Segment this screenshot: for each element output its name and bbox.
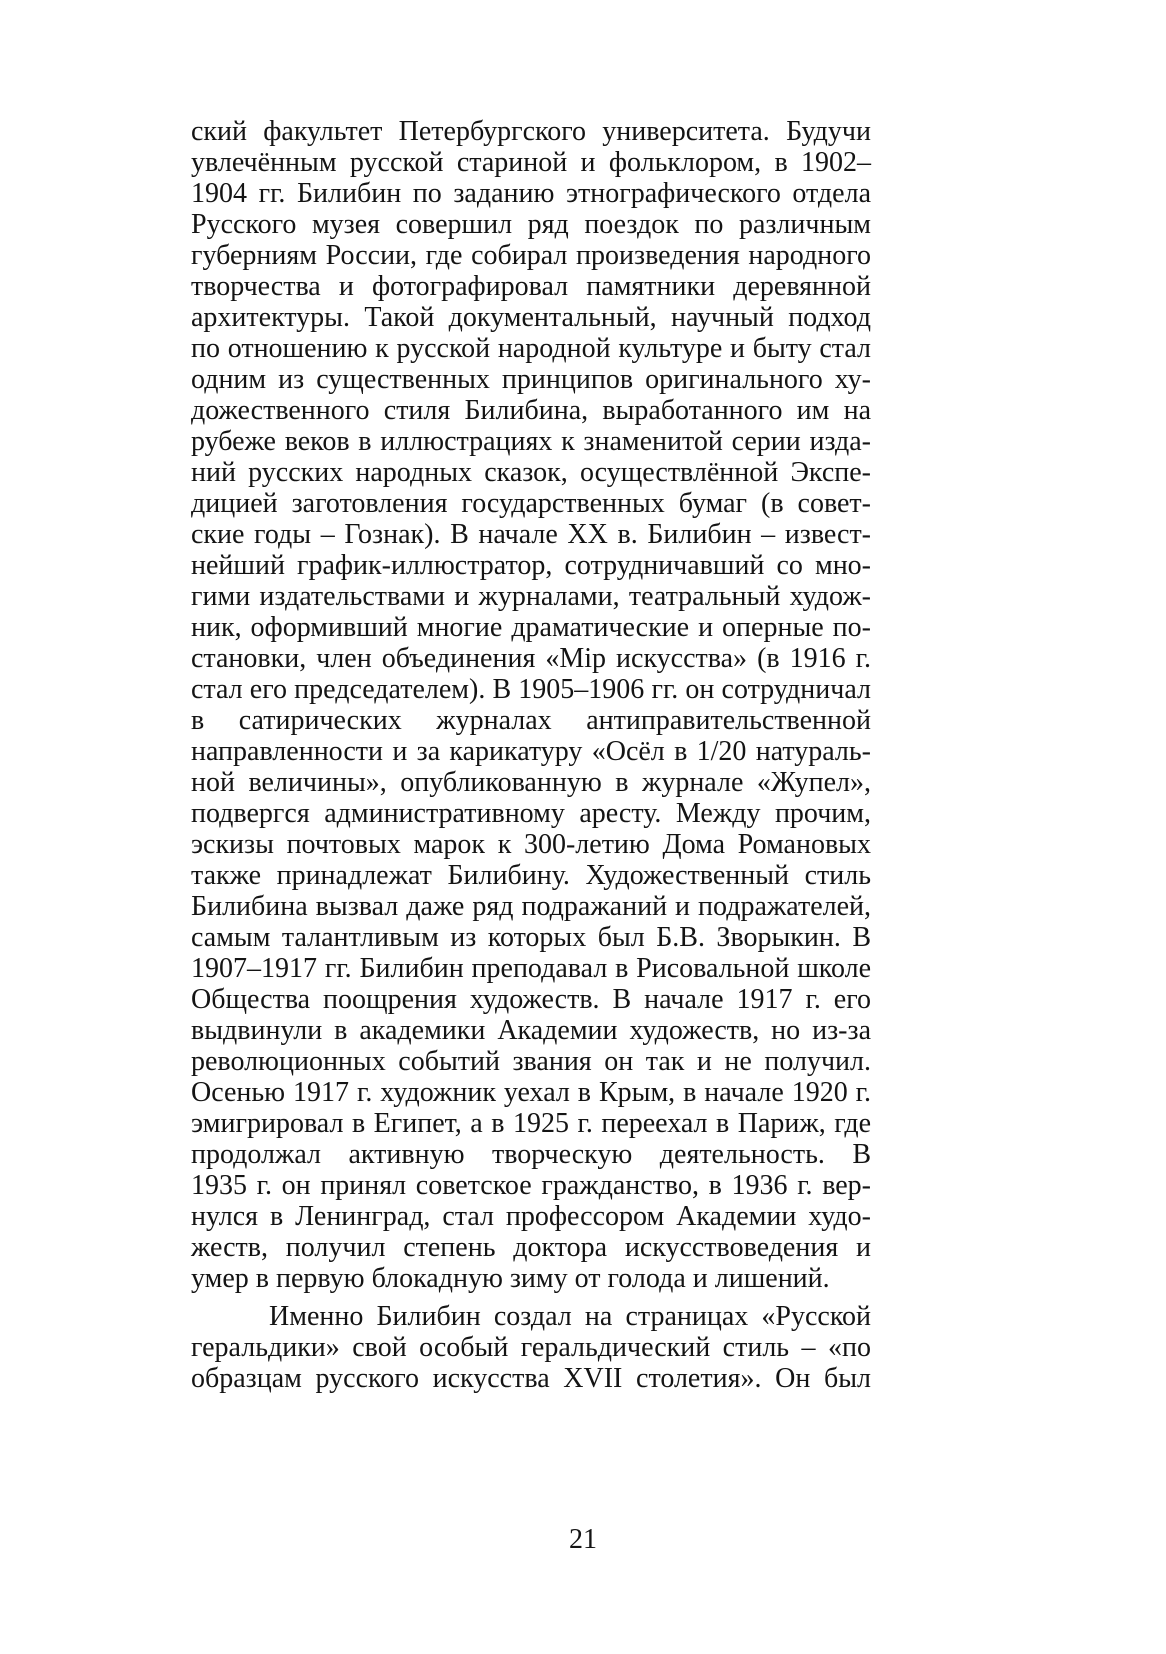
text-line: увлечённым русской стариной и фольклором, в 1902–	[191, 147, 871, 178]
text-line: стал его председателем). В 1905–1906 гг. он сотрудничал	[191, 674, 871, 705]
text-line: ский факультет Петербургского университета. Будучи	[191, 116, 871, 147]
paragraph-1	[191, 116, 871, 1294]
text-line: 1935 г. он принял советское гражданство, в 1936 г. вер-	[191, 1170, 871, 1201]
body-text	[191, 116, 871, 1394]
text-line: одним из существенных принципов оригинального ху-	[191, 364, 871, 395]
text-line: ний русских народных сказок, осуществлённой Экспе-	[191, 457, 871, 488]
text-line: Русского музея совершил ряд поездок по различным	[191, 209, 871, 240]
text-line: дожественного стиля Билибина, выработанного им на	[191, 395, 871, 426]
text-line: ник, оформивший многие драматические и оперные по-	[191, 612, 871, 643]
text-line: подвергся административному аресту. Между прочим,	[191, 798, 871, 829]
text-line: продолжал активную творческую деятельность. В	[191, 1139, 871, 1170]
text-line: становки, член объединения «Мiр искусства» (в 1916 г.	[191, 643, 871, 674]
text-line: творчества и фотографировал памятники деревянной	[191, 271, 871, 302]
text-line: также принадлежат Билибину. Художественный стиль	[191, 860, 871, 891]
text-line: жеств, получил степень доктора искусствоведения и	[191, 1232, 871, 1263]
text-line: Осенью 1917 г. художник уехал в Крым, в начале 1920 г.	[191, 1077, 871, 1108]
text-line: 1904 гг. Билибин по заданию этнографического отдела	[191, 178, 871, 209]
text-line: нулся в Ленинград, стал профессором Академии худо-	[191, 1201, 871, 1232]
text-line: самым талантливым из которых был Б.В. Зворыкин. В	[191, 922, 871, 953]
text-line: выдвинули в академики Академии художеств, но из-за	[191, 1015, 871, 1046]
page-number: 21	[569, 1524, 597, 1555]
text-line: образцам русского искусства XVII столетия». Он был	[191, 1363, 871, 1394]
text-line: ские годы – Гознак). В начале XX в. Билибин – извест-	[191, 519, 871, 550]
text-line: ной величины», опубликованную в журнале «Жупел»,	[191, 767, 871, 798]
text-line: гими издательствами и журналами, театральный худож-	[191, 581, 871, 612]
text-line: направленности и за карикатуру «Осёл в 1/20 натураль-	[191, 736, 871, 767]
paragraph-2	[191, 1301, 871, 1394]
text-line: рубеже веков в иллюстрациях к знаменитой серии изда-	[191, 426, 871, 457]
text-line: губерниям России, где собирал произведения народного	[191, 240, 871, 271]
text-line: умер в первую блокадную зиму от голода и лишений.	[191, 1263, 830, 1294]
text-line: Именно Билибин создал на страницах «Русской	[269, 1301, 871, 1332]
text-line: эскизы почтовых марок к 300-летию Дома Романовых	[191, 829, 871, 860]
text-line: 1907–1917 гг. Билибин преподавал в Рисовальной школе	[191, 953, 871, 984]
text-line: революционных событий звания он так и не получил.	[191, 1046, 871, 1077]
text-line: по отношению к русской народной культуре и быту стал	[191, 333, 871, 364]
text-line: дицией заготовления государственных бумаг (в совет-	[191, 488, 871, 519]
text-line: эмигрировал в Египет, а в 1925 г. переехал в Париж, где	[191, 1108, 871, 1139]
text-line: геральдики» свой особый геральдический стиль – «по	[191, 1332, 871, 1363]
text-line: Общества поощрения художеств. В начале 1917 г. его	[191, 984, 871, 1015]
text-line: Билибина вызвал даже ряд подражаний и подражателей,	[191, 891, 871, 922]
text-line: в сатирических журналах антиправительственной	[191, 705, 871, 736]
text-line: нейший график-иллюстратор, сотрудничавший со мно-	[191, 550, 871, 581]
text-line: архитектуры. Такой документальный, научный подход	[191, 302, 871, 333]
